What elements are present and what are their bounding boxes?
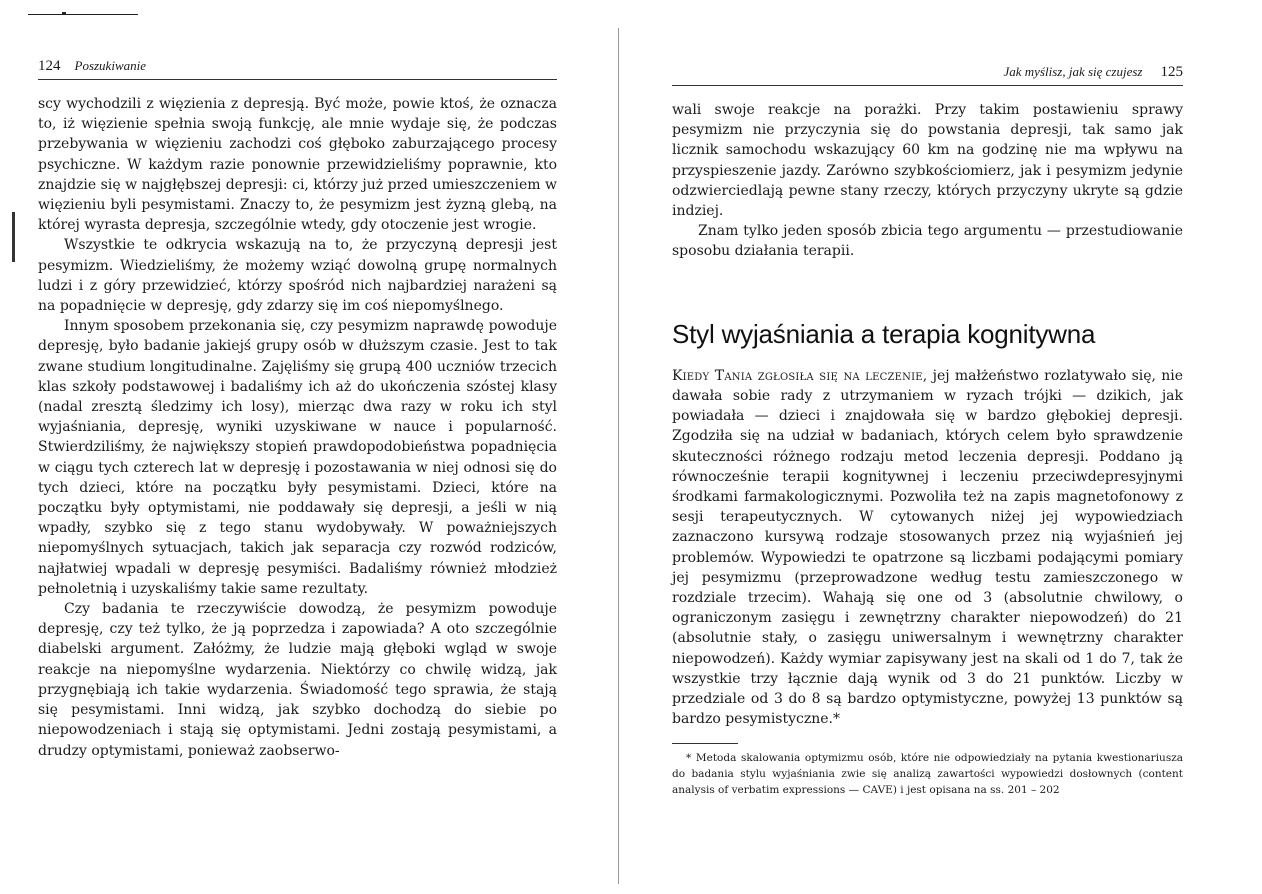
section-heading: Styl wyjaśniania a terapia kognitywna [672, 318, 1096, 349]
left-page-header [38, 58, 557, 80]
footnote-rule [672, 743, 738, 744]
paragraph: Wszystkie te odkrycia wskazują na to, że przyczyną depresji jest pesymizm. Wiedzieliśmy, że możemy wziąć dowolną grupę normalnych ludzi i z góry przewidzieć, którzy spośród nich najbardziej narażeni są na popadnięcie w depresję, gdy zdarzy się im coś niepomyślnego. [38, 237, 557, 315]
paragraph: Czy badania te rzeczywiście dowodzą, że pesymizm powoduje depresję, czy też tylko, że ją poprzedza i zapowiada? A oto szczególnie diabelski argument. Załóżmy, że ludzie mają głęboki wgląd w swoje reakcje na niepomyślne wydarzenia. Niektórzy co chwilę widzą, jak przygnębiają ich takie wydarzenia. Świadomość tego sprawia, że stają się pesymistami. Inni widzą, jak szybko dochodzą do siebie po niepowodzeniach i stają się optymistami. Jedni zostają pesymistami, a drudzy optymistami, ponieważ zaobserwo- [38, 601, 557, 759]
left-page-body [38, 94, 557, 761]
book-gutter [618, 28, 619, 884]
scan-corner-dot [62, 12, 66, 15]
lead-small-caps: Kiedy Tania zgłosiła się na leczenie, [672, 367, 928, 384]
right-page-body [672, 100, 1183, 798]
paragraph: Innym sposobem przekonania się, czy pesymizm naprawdę powoduje depresję, było badanie jakiejś grupy osób w dłuższym czasie. Jest to tak zwane studium longitudinalne. Zajęliśmy się grupą 400 uczniów trzecich klas szkoły podstawowej i badaliśmy ich aż do ukończenia szóstej klasy (nadal zresztą śledzimy ich losy), mierząc dwa razy w roku ich styl wyjaśniania, depresję, wyniki uzyskiwane w nauce i popularność. Stwierdziliśmy, że największy stopień prawdopodobieństwa popadnięcia w ciągu tych czterech lat w depresję i pozostawania w niej odnosi się do tych dzieci, które na początku były pesymistami. Dzieci, które na początku były optymistami, nie poddawały się depresji, a jeśli w nią wpadły, szybko się z tego stanu wydobywały. W poważniejszych niepomyślnych sytuacjach, takich jak separacja czy rozwód rodziców, najłatwiej wpadali w depresję pesymiści. Badaliśmy również młodzież pełnoletnią i uzyskaliśmy takie same rezultaty. [38, 318, 557, 597]
left-page-number: 124 [38, 58, 61, 74]
lead-paragraph [672, 366, 1183, 730]
paragraph: scy wychodzili z więzienia z depresją. Być może, powie ktoś, że oznacza to, iż więzienie spełnia swoją funkcję, ale mnie wydaje się, że podczas przebywania w więzieniu zachodzi coś głęboko zaburzającego procesy psychiczne. W każdym razie ponownie przewidzieliśmy poprawnie, kto znajdzie się w najgłębszej depresji: ci, którzy już przed umieszczeniem w więzieniu byli pesymistami. Znaczy to, że pesymizm jest żyzną glebą, na której wyrasta depresja, szczególnie wtedy, gdy otoczenie jest wrogie. [38, 96, 557, 234]
right-page-header [672, 64, 1183, 86]
scan-corner-mark [28, 14, 138, 15]
lead-rest: jej małżeństwo rozlatywało się, nie dawała sobie rady z utrzymaniem w ryzach trójki — dzikich, jak powiadała — dzieci i znajdowała się w bardzo głębokiej depresji. Zgodziła się na udział w badaniach, których celem było sprawdzenie skuteczności różnego rodzaju metod leczenia depresji. Poddano ją równocześnie terapii kognitywnej i leczeniu przeciwdepresyjnymi środkami farmakologicznymi. Pozwoliła też na zapis magnetofonowy z sesji terapeutycznych. W cytowanych niżej jej wypowiedziach zaznaczono kursywą rodzaje stosowanych przez nią wyjaśnień jej problemów. Wypowiedzi te opatrzone są liczbami podającymi pomiary jej pesymizmu (przeprowadzone według testu zamieszczonego w rozdziale trzecim). Wahają się one od 3 (absolutnie chwilowy, o ograniczonym zasięgu i zewnętrzny charakter niepowodzeń) do 21 (absolutnie stały, o zasięgu uniwersalnym i wewnętrzny charakter niepowodzeń). Każdy wymiar zapisywany jest na skali od 1 do 7, tak że wszystkie trzy łącznie dają wynik od 3 do 21 punktów. Liczby w przedziale od 3 do 8 są bardzo optymistyczne, powyżej 13 punktów są bardzo pesymistyczne.* [672, 367, 1183, 728]
left-running-head: Poszukiwanie [74, 58, 146, 73]
right-page [672, 64, 1183, 798]
right-running-head: Jak myślisz, jak się czujesz [1003, 64, 1143, 79]
margin-mark [12, 212, 15, 262]
footnote-text: * Metoda skalowania optymizmu osób, które nie odpowiedziały na pytania kwestionariusza do badania stylu wyjaśniania zwie się analizą zawartości wypowiedzi dosłownych (content analysis of verbatim expressions — CAVE) i jest opisana na ss. 201 – 202 [672, 752, 1183, 797]
right-page-number: 125 [1160, 64, 1183, 80]
paragraph: Znam tylko jeden sposób zbicia tego argumentu — przestudiowanie sposobu działania terapii. [672, 223, 1183, 260]
left-page [38, 58, 557, 761]
paragraph: wali swoje reakcje na porażki. Przy takim postawieniu sprawy pesymizm nie przyczynia się do powstania depresji, tak samo jak licznik samochodu wskazujący 60 km na godzinę nie ma wpływu na przyspieszenie jazdy. Zarówno szybkościomierz, jak i pesymizm jedynie odzwierciedlają pewne stany rzeczy, których przyczyny ukryte są gdzie indziej. [672, 102, 1183, 220]
footnote [672, 750, 1183, 798]
